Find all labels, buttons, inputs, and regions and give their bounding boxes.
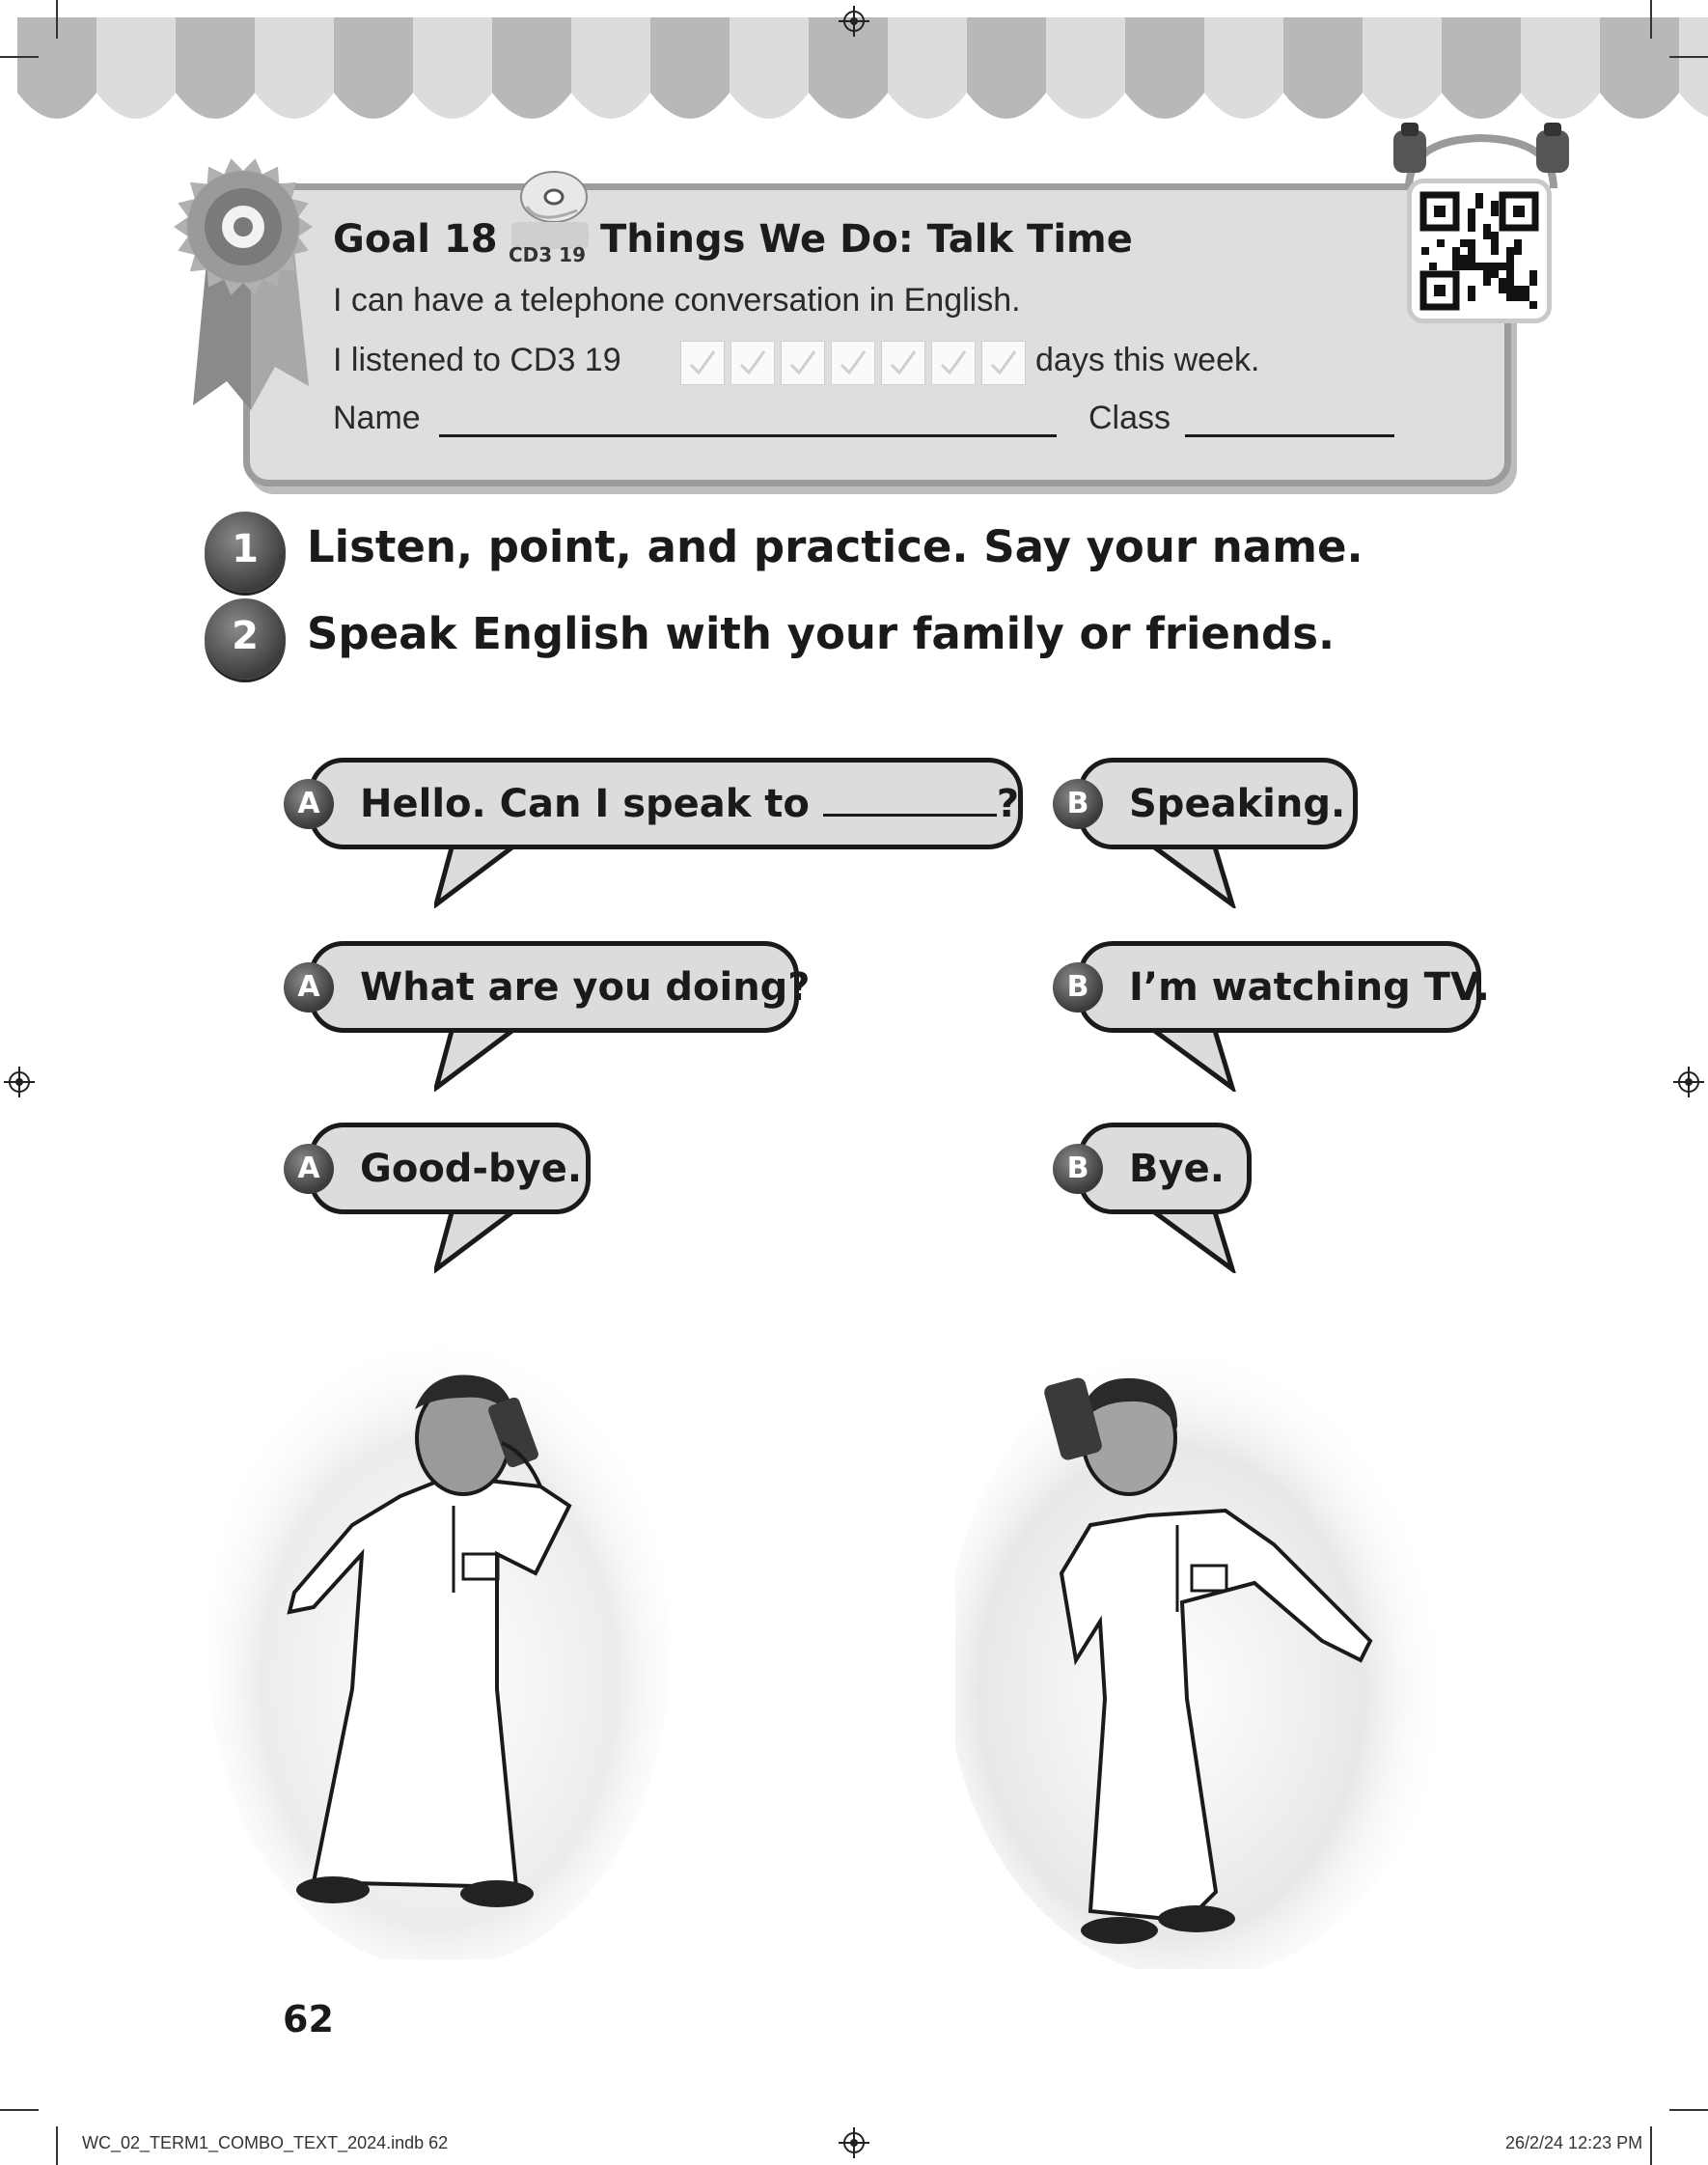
speaker-a-badge: A xyxy=(284,1144,334,1194)
can-do-statement: I can have a telephone conversation in English. xyxy=(333,282,1021,319)
qr-cell xyxy=(1514,239,1522,247)
qr-cell xyxy=(1483,224,1491,232)
speech-bubble-b xyxy=(1066,758,1358,931)
qr-cell xyxy=(1529,301,1537,309)
qr-cell xyxy=(1429,263,1437,270)
qr-cell xyxy=(1522,293,1529,301)
days-checkbox-row xyxy=(680,341,1026,385)
instruction-number: 1 xyxy=(232,527,259,571)
instruction-text: Speak English with your family or friends. xyxy=(307,608,1336,659)
awning-stripe xyxy=(730,17,809,75)
awning-stripe xyxy=(492,17,571,75)
qr-cell xyxy=(1468,216,1475,224)
day-checkbox[interactable] xyxy=(831,341,875,385)
day-checkbox[interactable] xyxy=(881,341,925,385)
dialogue-line: Hello. Can I speak to ? xyxy=(360,782,1020,826)
answer-blank[interactable] xyxy=(823,785,997,817)
qr-cell xyxy=(1468,208,1475,216)
qr-cell xyxy=(1468,286,1475,293)
qr-cell xyxy=(1491,208,1499,216)
check-mark-icon xyxy=(735,346,770,380)
awning-stripe xyxy=(1283,17,1363,75)
dialogue-line: Bye. xyxy=(1129,1147,1225,1191)
awning-stripe xyxy=(176,17,255,75)
qr-cell xyxy=(1452,255,1460,263)
check-mark-icon xyxy=(936,346,971,380)
day-checkbox[interactable] xyxy=(680,341,725,385)
awning-stripe xyxy=(334,17,413,75)
qr-cell xyxy=(1506,270,1514,278)
qr-cell xyxy=(1468,224,1475,232)
awning-stripe xyxy=(1125,17,1204,75)
speaker-b-badge: B xyxy=(1053,962,1103,1013)
boy-on-phone-illustration-b xyxy=(955,1293,1496,1969)
registration-mark-icon xyxy=(4,1067,35,1097)
crop-mark xyxy=(56,2126,58,2165)
bubble-tail xyxy=(434,1206,550,1273)
class-field[interactable] xyxy=(1185,434,1394,437)
qr-cell xyxy=(1468,247,1475,255)
qr-cell xyxy=(1475,193,1483,201)
qr-cell xyxy=(1483,263,1491,270)
speech-bubble-a xyxy=(297,1123,591,1296)
qr-cell xyxy=(1491,270,1499,278)
crop-mark xyxy=(1650,0,1652,39)
days-label: days this week. xyxy=(1035,342,1260,378)
awning-stripe xyxy=(1600,17,1679,75)
qr-cell xyxy=(1421,247,1429,255)
qr-cell xyxy=(1499,278,1506,286)
qr-cell xyxy=(1437,239,1445,247)
qr-cell xyxy=(1499,286,1506,293)
qr-cell xyxy=(1483,278,1491,286)
footer-file-name: WC_02_TERM1_COMBO_TEXT_2024.indb 62 xyxy=(82,2133,449,2152)
speech-bubble-b xyxy=(1066,1123,1252,1296)
speaker-a-badge: A xyxy=(284,779,334,829)
qr-cell xyxy=(1506,293,1514,301)
crop-mark xyxy=(1650,2126,1652,2165)
qr-cell xyxy=(1460,263,1468,270)
speaker-a-badge: A xyxy=(284,962,334,1013)
name-field[interactable] xyxy=(439,434,1057,437)
footer-date: 26/2/24 12:23 PM xyxy=(1505,2133,1643,2152)
registration-mark-icon xyxy=(839,6,869,37)
awning-stripe xyxy=(413,17,492,75)
qr-cell xyxy=(1483,270,1491,278)
qr-cell xyxy=(1529,270,1537,278)
crop-mark xyxy=(1669,56,1708,58)
dialogue-line: Speaking. xyxy=(1129,782,1346,826)
bubble-body xyxy=(1078,941,1490,1033)
instruction-text: Listen, point, and practice. Say your name. xyxy=(307,521,1364,572)
name-label: Name xyxy=(333,400,421,436)
check-mark-icon xyxy=(785,346,820,380)
qr-cell xyxy=(1506,255,1514,263)
qr-cell xyxy=(1491,247,1499,255)
day-checkbox[interactable] xyxy=(931,341,976,385)
dialogue-line: I’m watching TV. xyxy=(1129,965,1490,1010)
bubble-tail xyxy=(1136,1206,1252,1273)
qr-cell xyxy=(1491,232,1499,239)
qr-cell xyxy=(1506,263,1514,270)
qr-cell xyxy=(1483,232,1491,239)
awning-stripe xyxy=(888,17,967,75)
qr-cell xyxy=(1491,263,1499,270)
qr-cell xyxy=(1514,293,1522,301)
day-checkbox[interactable] xyxy=(730,341,775,385)
awning-stripe xyxy=(255,17,334,75)
qr-cell xyxy=(1506,247,1514,255)
crop-mark xyxy=(1669,2109,1708,2111)
qr-cell xyxy=(1468,263,1475,270)
awning-stripe xyxy=(96,17,176,75)
bubble-body xyxy=(1078,1123,1252,1214)
day-checkbox[interactable] xyxy=(781,341,825,385)
qr-cell xyxy=(1468,239,1475,247)
qr-cell xyxy=(1506,278,1514,286)
instruction-number-badge xyxy=(205,512,286,593)
check-mark-icon xyxy=(886,346,921,380)
awning-stripe xyxy=(1521,17,1600,75)
day-checkbox[interactable] xyxy=(981,341,1026,385)
speaker-b-badge: B xyxy=(1053,779,1103,829)
page-number: 62 xyxy=(283,1998,334,2040)
class-label: Class xyxy=(1088,400,1171,436)
award-ribbon-icon xyxy=(154,145,347,415)
bubble-tail xyxy=(434,841,550,908)
qr-cell xyxy=(1506,286,1514,293)
listened-label: I listened to CD3 19 xyxy=(333,342,621,378)
qr-cell xyxy=(1452,263,1460,270)
qr-code-icon[interactable] xyxy=(1412,183,1547,319)
goal-title: Things We Do: Talk Time xyxy=(600,217,1133,262)
cd-disc-icon xyxy=(510,168,591,249)
crop-mark xyxy=(0,56,39,58)
bubble-body xyxy=(309,941,811,1033)
speech-bubble-a xyxy=(297,941,811,1115)
bubble-body xyxy=(309,758,1023,849)
boy-on-phone-illustration-a xyxy=(207,1284,671,1959)
check-mark-icon xyxy=(986,346,1021,380)
qr-cell xyxy=(1499,263,1506,270)
registration-mark-icon xyxy=(839,2127,869,2158)
goal-number: Goal 18 xyxy=(333,217,498,262)
qr-cell xyxy=(1460,239,1468,247)
instruction-number: 2 xyxy=(232,614,259,658)
speech-bubble-a xyxy=(297,758,1023,931)
qr-cell xyxy=(1522,286,1529,293)
qr-cell xyxy=(1452,247,1460,255)
dialogue-line: What are you doing? xyxy=(360,965,811,1010)
check-mark-icon xyxy=(685,346,720,380)
awning-stripe xyxy=(650,17,730,75)
speaker-b-badge: B xyxy=(1053,1144,1103,1194)
qr-cell xyxy=(1514,286,1522,293)
qr-cell xyxy=(1491,239,1499,247)
bubble-tail xyxy=(434,1024,550,1092)
awning-stripe xyxy=(1363,17,1442,75)
bubble-tail xyxy=(1136,841,1252,908)
qr-cell xyxy=(1514,247,1522,255)
awning-stripe xyxy=(1679,17,1708,75)
bubble-tail xyxy=(1136,1024,1252,1092)
check-mark-icon xyxy=(836,346,870,380)
speech-bubble-b xyxy=(1066,941,1490,1115)
qr-cell xyxy=(1475,263,1483,270)
crop-mark xyxy=(56,0,58,39)
qr-cell xyxy=(1468,293,1475,301)
crop-mark xyxy=(0,2109,39,2111)
registration-mark-icon xyxy=(1673,1067,1704,1097)
awning-stripe xyxy=(1442,17,1521,75)
awning-stripe xyxy=(967,17,1046,75)
cd-track-label: CD3 19 xyxy=(509,243,586,266)
bubble-body xyxy=(309,1123,591,1214)
instruction-number-badge xyxy=(205,598,286,680)
bubble-body xyxy=(1078,758,1358,849)
qr-cell xyxy=(1468,255,1475,263)
qr-cell xyxy=(1475,201,1483,208)
qr-cell xyxy=(1491,201,1499,208)
qr-cell xyxy=(1460,255,1468,263)
awning-stripe xyxy=(1204,17,1283,75)
awning-stripe xyxy=(571,17,650,75)
dialogue-line: Good-bye. xyxy=(360,1147,583,1191)
awning-stripe xyxy=(1046,17,1125,75)
qr-cell xyxy=(1529,278,1537,286)
